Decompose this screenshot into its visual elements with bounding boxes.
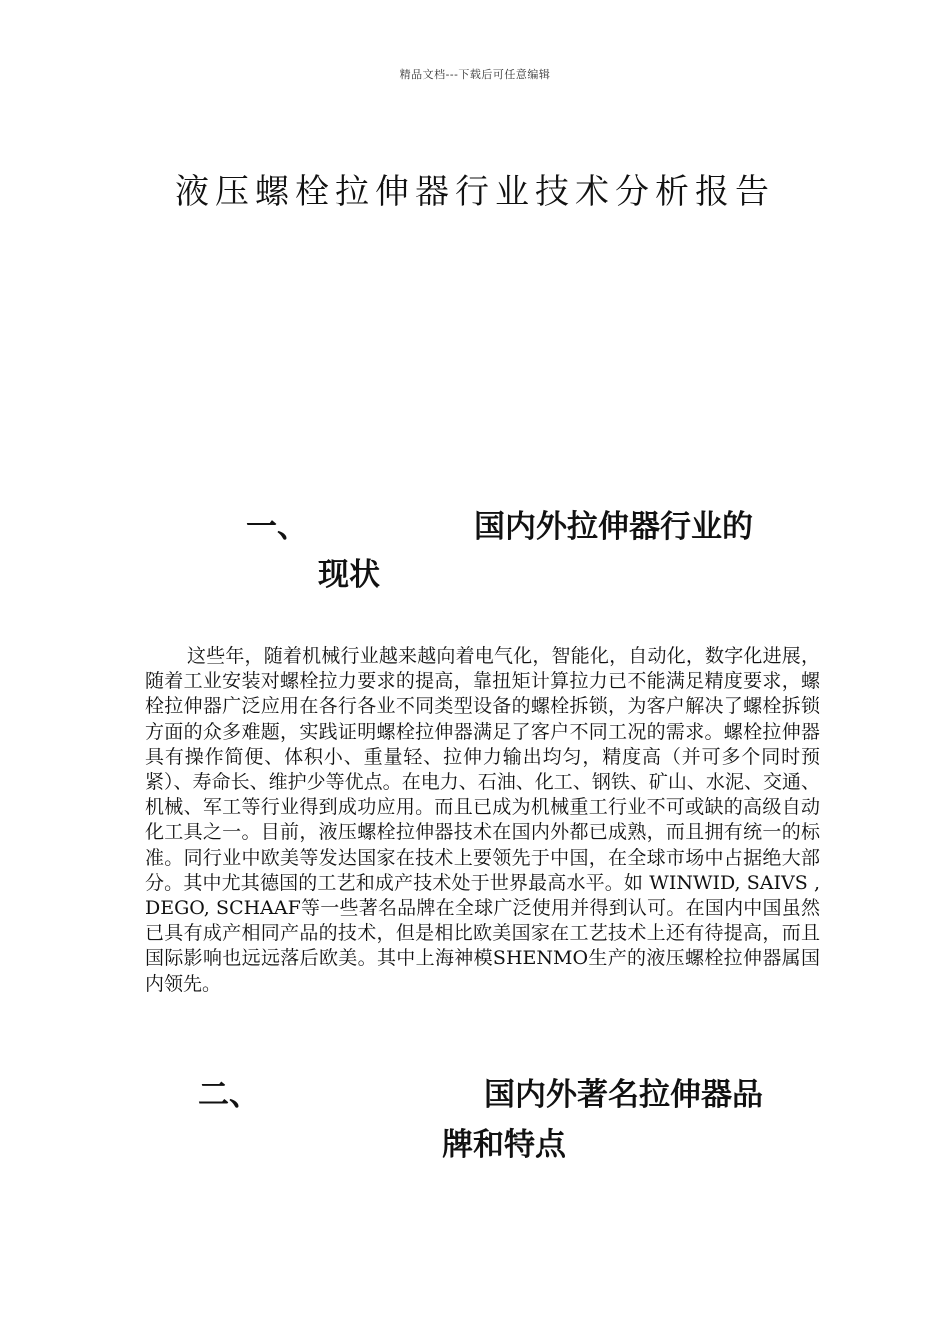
section-number: 一、 (246, 509, 308, 545)
document-title: 液压螺栓拉伸器行业技术分析报告 (175, 172, 775, 212)
page-header: 精品文档---下载后可任意编辑 (399, 68, 551, 81)
section-title-line1: 国内外著名拉伸器品 (484, 1077, 763, 1113)
section-title-line1: 国内外拉伸器行业的 (474, 509, 753, 545)
section-heading-2 (0, 1068, 950, 1178)
section-heading-1 (0, 500, 950, 610)
section-number: 二、 (198, 1077, 260, 1113)
section-body-paragraph: 这些年，随着机械行业越来越向着电气化，智能化，自动化，数字化进展，随着工业安装对螺栓拉力要求的提高，靠扭矩计算拉力已不能满足精度要求，螺栓拉伸器广泛应用在各行各业不同类型设备的螺栓拆锁，为客户解决了螺栓拆锁方面的众多难题，实践证明螺栓拉伸器满足了客户不同工况的需求。螺栓拉伸器具有操作简便、体积小、重量轻、拉伸力输出均匀，精度高（并可多个同时预紧）、寿命长、维护少等优点。在电力、石油、化工、钢铁、矿山、水泥、交通、机械、军工等行业得到成功应用。而且已成为机械重工行业不可或缺的高级自动化工具之一。目前，液压螺栓拉伸器技术在国内外都已成熟，而且拥有统一的标准。同行业中欧美等发达国家在技术上要领先于中国，在全球市场中占据绝大部分。其中尤其德国的工艺和成产技术处于世界最高水平。如 WINWID, SAIVS ,DEGO, SCHAAF等一些著名品牌在全球广泛使用并得到认可。在国内中国虽然已具有成产相同产品的技术，但是相比欧美国家在工艺技术上还有待提高，而且国际影响也远远落后欧美。其中上海神模SHENMO生产的液压螺栓拉伸器属国内领先。 (145, 645, 820, 995)
section-title-line2: 牌和特点 (442, 1127, 566, 1163)
section-title-line2: 现状 (318, 557, 380, 593)
